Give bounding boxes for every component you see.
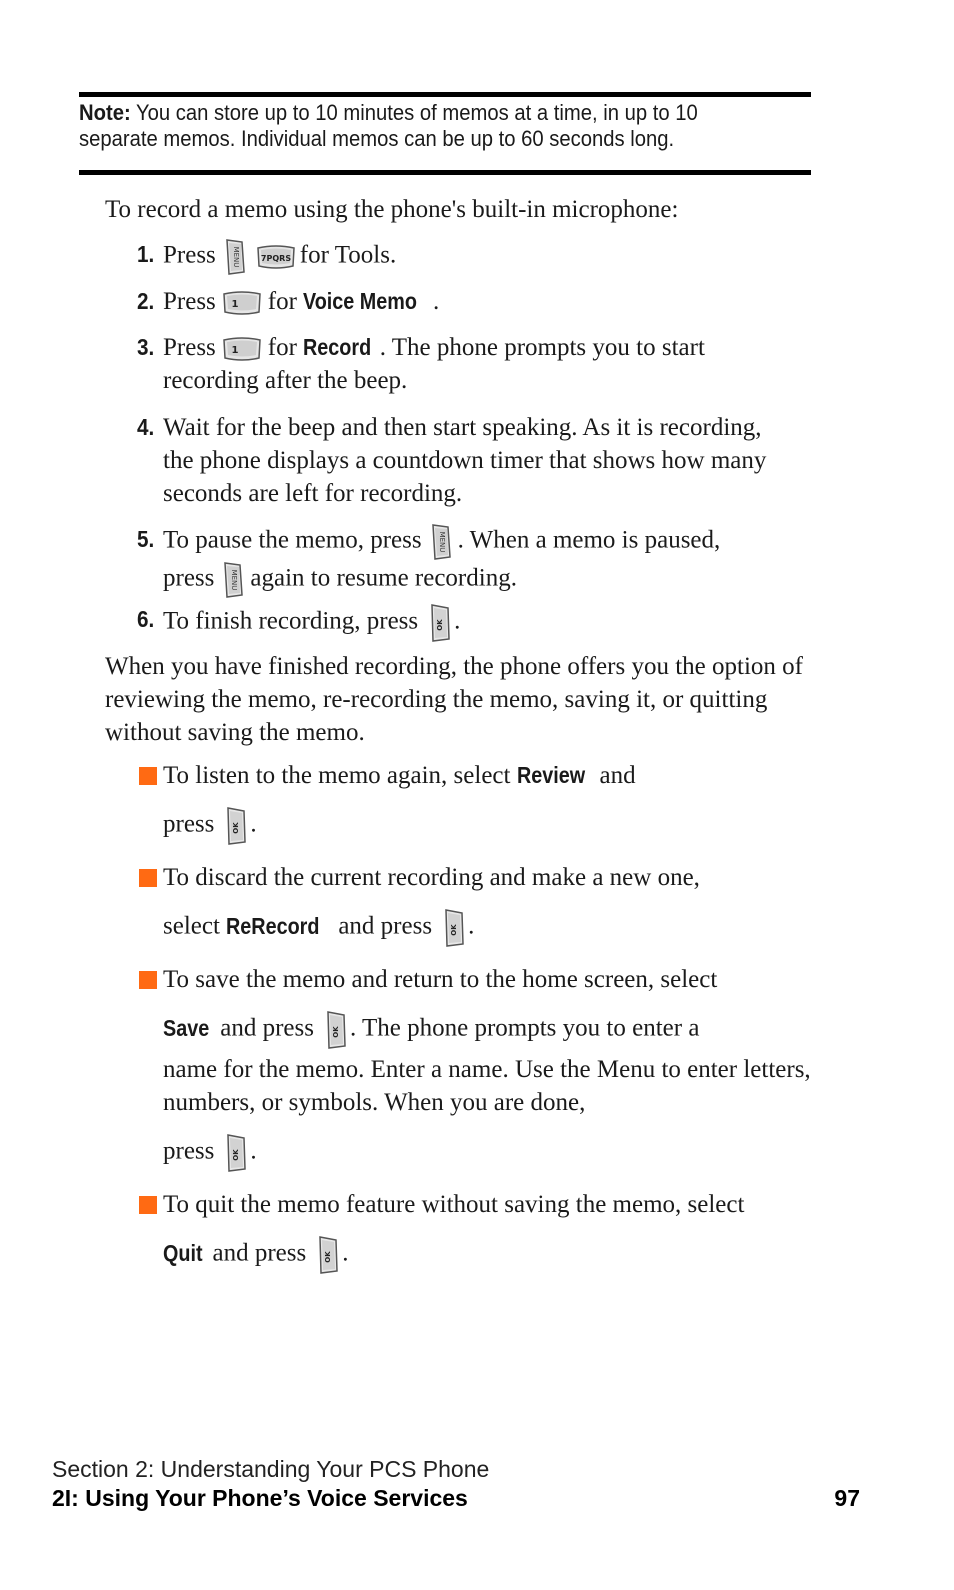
bullet-text-part: and press xyxy=(213,1014,314,1042)
step-text xyxy=(163,331,813,397)
svg-text:MENU: MENU xyxy=(437,531,446,553)
review-keyword: Review xyxy=(516,762,585,788)
step-number: 5. xyxy=(137,526,155,552)
note-box xyxy=(79,100,741,152)
quit-keyword: Quit xyxy=(163,1239,203,1266)
bullet-text-line xyxy=(163,1133,823,1173)
bullet-square xyxy=(139,767,157,785)
step-text xyxy=(163,238,813,276)
step-text-part: Press xyxy=(163,241,216,269)
after-paragraph: When you have finished recording, the phone offers you the option of reviewing the memo, re-recording the memo, saving it, or quitting without saving the memo. xyxy=(105,653,803,746)
svg-text:MENU: MENU xyxy=(231,246,240,268)
step-text-part: Press xyxy=(163,334,216,361)
seven-key-icon xyxy=(256,244,296,270)
one-key-icon xyxy=(222,336,262,362)
step-text-part: . When a memo is paused, xyxy=(457,526,721,554)
svg-text:OK: OK xyxy=(436,619,445,631)
step-text xyxy=(163,603,813,643)
step-text-part: To finish recording, press xyxy=(163,607,419,635)
step-text-part: To pause the memo, press xyxy=(163,526,422,554)
bullet-text: To discard the current recording and make a new one, xyxy=(163,864,700,891)
intro-paragraph: To record a memo using the phone's built-in microphone: xyxy=(105,196,679,223)
footer-chapter: 2I: Using Your Phone’s Voice Services xyxy=(52,1485,468,1511)
bullet-square xyxy=(139,869,157,887)
svg-text:MENU: MENU xyxy=(230,569,239,591)
step-text xyxy=(163,523,813,599)
bullet-square xyxy=(139,971,157,989)
bullet-text-part: . xyxy=(250,1137,257,1165)
step-number: 1. xyxy=(137,241,155,267)
bullet-text: To quit the memo feature without saving the memo, select xyxy=(163,1191,745,1218)
bullet-text: To save the memo and return to the home screen, select xyxy=(163,966,718,993)
step-text-part: for xyxy=(267,334,304,361)
bullet-text-part: press xyxy=(163,810,215,838)
svg-text:7PQRS: 7PQRS xyxy=(260,254,291,263)
rerecord-keyword: ReRecord xyxy=(226,912,320,939)
note-text: You can store up to 10 minutes of memos at a time, in up to 10 separate memos. Individual memos can be up to 60 seconds long. xyxy=(79,100,698,151)
svg-text:1: 1 xyxy=(231,299,239,311)
menu-key-icon xyxy=(430,523,452,561)
svg-text:OK: OK xyxy=(331,1026,340,1038)
bullet-text-line xyxy=(163,1235,823,1275)
menu-key-icon xyxy=(224,238,246,276)
step-number: 2. xyxy=(137,288,155,314)
bullet-text-line xyxy=(163,806,823,846)
step-text-part: recording after the beep. xyxy=(163,367,408,394)
menu-key-icon xyxy=(222,561,244,599)
step-text-part: press xyxy=(163,564,215,592)
step-number: 3. xyxy=(137,334,155,360)
record-keyword: Record xyxy=(303,334,372,360)
footer-section: Section 2: Understanding Your PCS Phone xyxy=(52,1456,490,1482)
bullet-text-part: . xyxy=(342,1239,349,1267)
step-text: Wait for the beep and then start speaking. As it is recording, the phone displays a countdown timer that shows how many seconds are left for recording. xyxy=(163,414,767,507)
step-text-part: again to resume recording. xyxy=(250,564,517,592)
step-number: 6. xyxy=(137,606,155,632)
ok-key-icon xyxy=(324,1010,348,1050)
bullet-text-part: and press xyxy=(206,1239,307,1267)
bullet-text-part: and press xyxy=(332,912,433,940)
bullet-text xyxy=(163,759,823,792)
bullet-text-part: select xyxy=(163,912,227,940)
page-number: 97 xyxy=(834,1485,860,1511)
one-key-icon xyxy=(222,290,262,316)
svg-text:OK: OK xyxy=(232,822,241,834)
voice-memo-keyword: Voice Memo xyxy=(303,288,418,314)
svg-text:OK: OK xyxy=(232,1149,241,1161)
bullet-text-part: . The phone prompts you to enter a xyxy=(349,1014,700,1042)
bullet-square xyxy=(139,1196,157,1214)
bullet-text-part: . xyxy=(468,912,475,940)
step-text-part: . xyxy=(454,607,461,635)
step-text xyxy=(163,285,813,318)
step-text-part: for xyxy=(267,288,304,315)
step-text-part: . xyxy=(432,288,440,315)
step-text-part: for Tools. xyxy=(299,241,397,269)
bullet-text-part: press xyxy=(163,1137,215,1165)
step-text-part: Press xyxy=(163,288,216,315)
svg-text:OK: OK xyxy=(450,924,459,936)
ok-key-icon xyxy=(224,1133,248,1173)
ok-key-icon xyxy=(224,806,248,846)
bullet-text-part: and xyxy=(593,762,636,789)
note-label: Note: xyxy=(79,100,131,125)
step-number: 4. xyxy=(137,414,155,440)
bullet-text-line: name for the memo. Enter a name. Use the Menu to enter letters, numbers, or symbols. When you are done, xyxy=(163,1056,811,1116)
ok-key-icon xyxy=(442,908,466,948)
note-bottom-rule xyxy=(79,170,811,175)
bullet-text-line xyxy=(163,1010,823,1050)
bullet-text-line xyxy=(163,908,823,948)
step-text-part: . The phone prompts you to start xyxy=(379,334,705,361)
save-keyword: Save xyxy=(163,1014,210,1041)
ok-key-icon xyxy=(428,603,452,643)
bullet-text-part: . xyxy=(250,810,257,838)
ok-key-icon xyxy=(316,1235,340,1275)
svg-text:1: 1 xyxy=(231,345,239,357)
svg-text:OK: OK xyxy=(324,1251,333,1263)
note-top-rule xyxy=(79,92,811,97)
bullet-text-part: To listen to the memo again, select xyxy=(163,762,517,789)
